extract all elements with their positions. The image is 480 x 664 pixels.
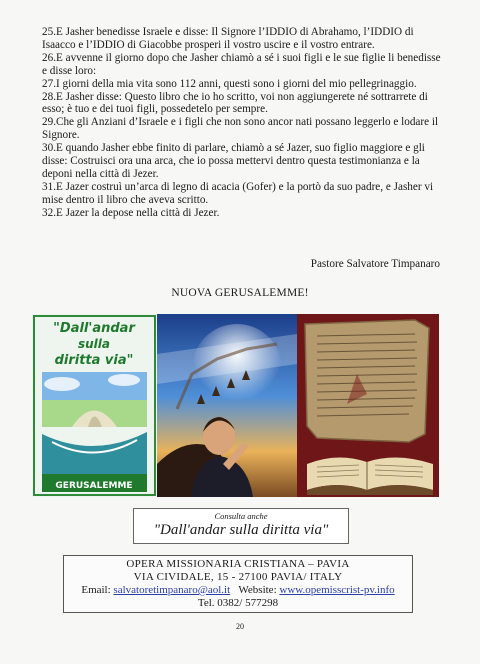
verse-25: 25.E Jasher benedisse Israele e disse: Il Signore l’IDDIO di Abrahamo, l’IDDIO di Isaacco e l’IDDIO di Giacobbe prosperi il vostro uscire e il vostro entrare. <box>42 26 414 51</box>
email-label: Email: <box>81 584 111 596</box>
email-link[interactable]: salvatoretimpanaro@aol.it <box>113 584 231 596</box>
scripture-text <box>42 26 444 220</box>
org-address: VIA CIVIDALE, 15 - 27100 PAVIA/ ITALY <box>133 571 343 583</box>
praying-man-image <box>157 314 297 497</box>
verse-29: 29.Che gli Anziani d’Israele e i figli che non sono ancor nati possano leggerlo e lodare il Signore. <box>42 116 439 142</box>
image-collage <box>32 314 439 497</box>
cover-bottom-text: GERUSALEMME <box>55 481 133 491</box>
author-signature: Pastore Salvatore Timpanaro <box>310 258 440 270</box>
verse-30: 30.E quando Jasher ebbe finito di parlare, chiamò a sé Jazer, suo figlio maggiore e gli disse: Costruisci ora una arca, che io possa mettervi dentro questa testimonianza e la deponi nella città di Jezer. <box>42 142 425 180</box>
verse-27: 27.I giorni della mia vita sono 112 anni, questi sono i giorni del mio pellegrinaggio. <box>42 77 417 90</box>
verse-26: 26.E avvenne il giorno dopo che Jasher chiamò a sé i suoi figli e le sue figlie li benedisse e disse loro: <box>42 51 441 77</box>
org-phone: Tel. 0382/ 577298 <box>197 597 279 609</box>
promo-subtitle: Consulta anche <box>214 511 268 521</box>
verse-31: 31.E Jazer costruì un’arca di legno di acacia (Gofer) e la portò da suo padre, e Jasher vi mise dentro il libro che aveva scritto. <box>42 180 434 206</box>
promo-box <box>133 508 349 544</box>
cover-title-line1: "Dall'andar <box>53 321 135 336</box>
promo-title: "Dall'andar sulla diritta via" <box>153 522 329 538</box>
papyrus-book-image <box>297 314 439 497</box>
org-contact-line <box>64 584 412 597</box>
organization-box <box>63 555 413 613</box>
book-cover-image <box>32 314 157 497</box>
verse-32: 32.E Jazer la depose nella città di Jezer. <box>42 206 220 219</box>
org-name: OPERA MISSIONARIA CRISTIANA – PAVIA <box>126 558 350 570</box>
cover-title-line3: diritta via" <box>54 353 134 368</box>
page-number: 20 <box>236 622 244 631</box>
headline: NUOVA GERUSALEMME! <box>171 287 309 299</box>
website-label: Website: <box>238 584 277 596</box>
verse-28: 28.E Jasher disse: Questo libro che io ho scritto, voi non aggiungerete né sottrarrete di esso; è tuo e dei tuoi figli, possedetelo per sempre. <box>42 90 428 116</box>
cover-title-line2: sulla <box>77 337 111 351</box>
website-link[interactable]: www.opemisscrist-pv.info <box>279 584 395 596</box>
